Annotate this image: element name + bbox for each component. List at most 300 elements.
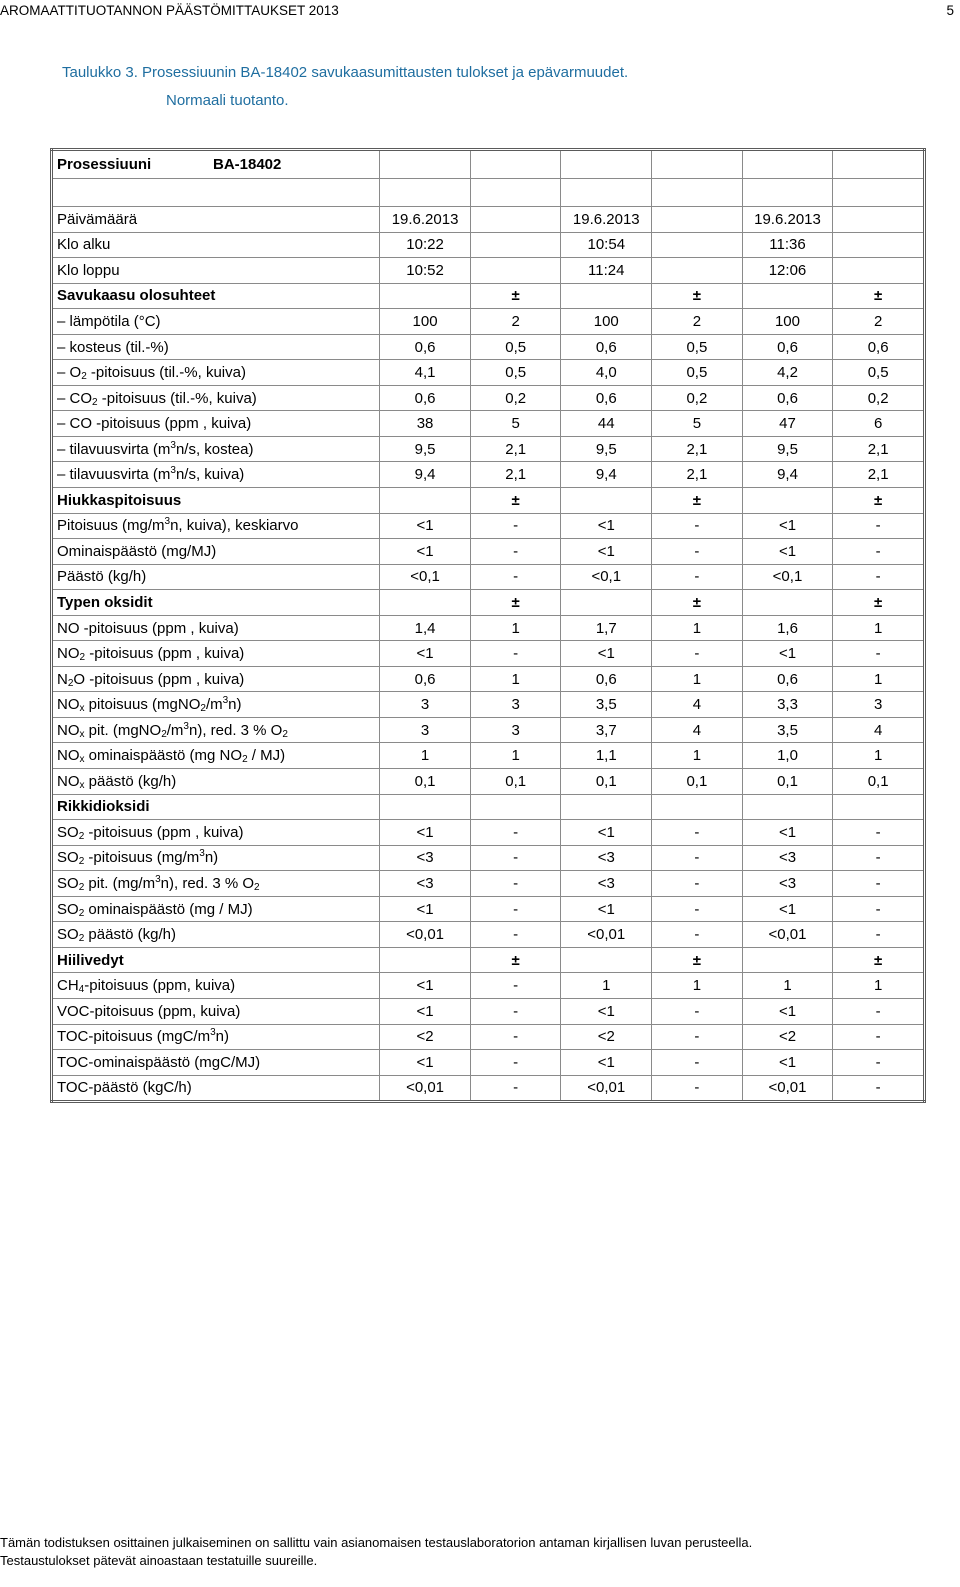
uncertainty-cell: - xyxy=(652,871,743,897)
uncertainty-cell: ± xyxy=(652,947,743,973)
value-cell: <0,01 xyxy=(742,1075,833,1102)
uncertainty-cell: 0,2 xyxy=(652,385,743,411)
value-cell: <1 xyxy=(380,641,471,667)
table-section-row xyxy=(52,488,925,514)
table-row xyxy=(52,896,925,922)
value-cell: 4,1 xyxy=(380,360,471,386)
value-cell: 0,6 xyxy=(380,334,471,360)
value-cell: <1 xyxy=(561,820,652,846)
uncertainty-cell: - xyxy=(833,922,925,948)
uncertainty-cell: - xyxy=(652,564,743,590)
value-cell: 1,6 xyxy=(742,615,833,641)
value-cell: 1,1 xyxy=(561,743,652,769)
value-cell: <1 xyxy=(380,973,471,999)
uncertainty-cell: ± xyxy=(833,590,925,616)
row-label: $CH_4$-pitoisuus (ppm, kuiva) xyxy=(52,973,380,999)
value-cell xyxy=(380,947,471,973)
row-label: $NO_x$ pit. $(mgNO_2/m^3n)$, red. 3 % $O_2$ xyxy=(52,717,380,743)
value-cell: 10:22 xyxy=(380,232,471,258)
value-cell: <1 xyxy=(380,820,471,846)
uncertainty-cell: - xyxy=(470,922,561,948)
row-label: – tilavuusvirta ($m^3n/s$, kostea) xyxy=(52,436,380,462)
uncertainty-cell: - xyxy=(833,896,925,922)
row-label: – lämpötila (°C) xyxy=(52,309,380,335)
uncertainty-cell: 1 xyxy=(470,666,561,692)
value-cell: <0,1 xyxy=(561,564,652,590)
uncertainty-cell: - xyxy=(470,998,561,1024)
row-label: $N_2O$ -pitoisuus (ppm , kuiva) xyxy=(52,666,380,692)
value-cell: 3 xyxy=(380,692,471,718)
uncertainty-cell: ± xyxy=(652,488,743,514)
row-label: Päästö (kg/h) xyxy=(52,564,380,590)
value-cell: <2 xyxy=(742,1024,833,1050)
value-cell xyxy=(742,794,833,820)
spacer-cell xyxy=(52,179,380,207)
value-cell xyxy=(742,947,833,973)
value-cell: <1 xyxy=(380,998,471,1024)
uncertainty-cell: 2,1 xyxy=(833,462,925,488)
table-row xyxy=(52,334,925,360)
uncertainty-cell: - xyxy=(470,845,561,871)
uncertainty-cell: - xyxy=(833,564,925,590)
uncertainty-cell: 0,5 xyxy=(652,334,743,360)
uncertainty-cell: ± xyxy=(833,283,925,309)
value-cell: <3 xyxy=(561,845,652,871)
row-label: – kosteus (til.-%) xyxy=(52,334,380,360)
uncertainty-cell xyxy=(833,232,925,258)
value-cell: 12:06 xyxy=(742,258,833,284)
row-label: $SO_2$ -pitoisuus $(mg/m^3n)$ xyxy=(52,845,380,871)
uncertainty-cell: 1 xyxy=(470,615,561,641)
row-label: TOC-pitoisuus $(mgC/m^3n)$ xyxy=(52,1024,380,1050)
uncertainty-cell: ± xyxy=(833,488,925,514)
spacer-cell xyxy=(742,179,833,207)
page-header-title: AROMAATTITUOTANNON PÄÄSTÖMITTAUKSET 2013 xyxy=(0,3,339,18)
row-label: Klo loppu xyxy=(52,258,380,284)
title-cell xyxy=(52,150,380,179)
uncertainty-cell: - xyxy=(470,641,561,667)
row-label: $NO_x$ ominaispäästö (mg $NO_2 / MJ$) xyxy=(52,743,380,769)
uncertainty-cell: 0,5 xyxy=(833,360,925,386)
uncertainty-cell: 4 xyxy=(652,717,743,743)
table-row xyxy=(52,973,925,999)
value-cell: 38 xyxy=(380,411,471,437)
table-row xyxy=(52,641,925,667)
uncertainty-cell: - xyxy=(470,539,561,565)
value-cell: <1 xyxy=(380,896,471,922)
uncertainty-cell xyxy=(652,794,743,820)
uncertainty-cell xyxy=(833,794,925,820)
table-row xyxy=(52,564,925,590)
table-row xyxy=(52,539,925,565)
value-cell: <3 xyxy=(561,871,652,897)
value-cell: <1 xyxy=(742,896,833,922)
row-label: – CO -pitoisuus (ppm , kuiva) xyxy=(52,411,380,437)
row-label: VOC-pitoisuus (ppm, kuiva) xyxy=(52,998,380,1024)
value-cell: <0,1 xyxy=(742,564,833,590)
uncertainty-cell: 1 xyxy=(652,973,743,999)
uncertainty-cell: ± xyxy=(470,488,561,514)
uncertainty-cell: - xyxy=(470,1050,561,1076)
uncertainty-cell: 1 xyxy=(833,973,925,999)
value-cell: <1 xyxy=(742,539,833,565)
table-row xyxy=(52,998,925,1024)
table-row xyxy=(52,769,925,795)
value-cell: 0,1 xyxy=(561,769,652,795)
value-cell xyxy=(561,947,652,973)
table-section-row xyxy=(52,590,925,616)
uncertainty-cell: 0,1 xyxy=(652,769,743,795)
uncertainty-cell: - xyxy=(833,820,925,846)
value-cell: 0,1 xyxy=(380,769,471,795)
uncertainty-cell: 0,5 xyxy=(470,334,561,360)
row-label: Päivämäärä xyxy=(52,207,380,233)
value-cell: 100 xyxy=(742,309,833,335)
row-label: $SO_2$ pit. $(mg/m^3n)$, red. 3 % $O_2$ xyxy=(52,871,380,897)
uncertainty-cell: 0,6 xyxy=(833,334,925,360)
title-label: Prosessiuuni xyxy=(57,156,152,173)
uncertainty-cell xyxy=(833,207,925,233)
uncertainty-cell: - xyxy=(652,998,743,1024)
value-cell: 0,6 xyxy=(561,334,652,360)
value-cell: 10:54 xyxy=(561,232,652,258)
uncertainty-cell: 1 xyxy=(652,743,743,769)
uncertainty-cell: - xyxy=(652,820,743,846)
uncertainty-cell: - xyxy=(833,539,925,565)
value-cell: <2 xyxy=(380,1024,471,1050)
row-label: $SO_2$ päästö (kg/h) xyxy=(52,922,380,948)
spacer-cell xyxy=(561,179,652,207)
value-cell xyxy=(380,283,471,309)
uncertainty-cell: - xyxy=(833,513,925,539)
value-cell xyxy=(380,590,471,616)
uncertainty-cell: - xyxy=(470,896,561,922)
value-cell: 1 xyxy=(742,973,833,999)
value-cell: <2 xyxy=(561,1024,652,1050)
value-cell: 4,2 xyxy=(742,360,833,386)
uncertainty-cell: 2 xyxy=(470,309,561,335)
table-row xyxy=(52,232,925,258)
value-cell: <1 xyxy=(742,513,833,539)
uncertainty-cell: - xyxy=(652,513,743,539)
uncertainty-cell: ± xyxy=(833,947,925,973)
value-cell: 1 xyxy=(561,973,652,999)
uncertainty-cell xyxy=(470,207,561,233)
uncertainty-cell xyxy=(833,258,925,284)
spacer-cell xyxy=(380,179,471,207)
table-row xyxy=(52,411,925,437)
value-cell: 1 xyxy=(380,743,471,769)
uncertainty-cell: - xyxy=(652,641,743,667)
value-cell: 1,0 xyxy=(742,743,833,769)
uncertainty-cell xyxy=(470,232,561,258)
table-row xyxy=(52,309,925,335)
value-cell: 11:36 xyxy=(742,232,833,258)
uncertainty-cell: - xyxy=(833,998,925,1024)
uncertainty-cell: - xyxy=(470,1024,561,1050)
value-cell: <1 xyxy=(742,820,833,846)
uncertainty-cell: - xyxy=(833,641,925,667)
uncertainty-cell: - xyxy=(652,1050,743,1076)
section-heading: Savukaasu olosuhteet xyxy=(52,283,380,309)
spacer-cell xyxy=(652,179,743,207)
uncertainty-cell: ± xyxy=(470,590,561,616)
value-cell: <3 xyxy=(742,845,833,871)
value-cell: 0,6 xyxy=(380,666,471,692)
table-row xyxy=(52,743,925,769)
section-heading: Typen oksidit xyxy=(52,590,380,616)
row-label: Pitoisuus ($mg/m^3n$, kuiva), keskiarvo xyxy=(52,513,380,539)
uncertainty-cell: - xyxy=(470,513,561,539)
value-cell: 3,5 xyxy=(561,692,652,718)
spacer-cell xyxy=(833,179,925,207)
uncertainty-cell: - xyxy=(652,845,743,871)
uncertainty-cell: 4 xyxy=(833,717,925,743)
uncertainty-cell: 5 xyxy=(652,411,743,437)
value-cell: <1 xyxy=(380,513,471,539)
uncertainty-cell: 0,2 xyxy=(833,385,925,411)
value-cell: 0,6 xyxy=(742,334,833,360)
table-caption-subtitle: Normaali tuotanto. xyxy=(166,92,289,109)
row-label: – $O_2$ -pitoisuus (til.-%, kuiva) xyxy=(52,360,380,386)
table-row xyxy=(52,615,925,641)
value-cell: <1 xyxy=(561,1050,652,1076)
section-heading: Rikkidioksidi xyxy=(52,794,380,820)
uncertainty-cell: 2 xyxy=(652,309,743,335)
footer-notice: Tämän todistuksen osittainen julkaiseminen on sallittu vain asianomaisen testauslaboratorion antaman kirjallisen luvan perusteella. xyxy=(0,1535,753,1550)
page-number: 5 xyxy=(946,3,954,18)
value-cell: <0,1 xyxy=(380,564,471,590)
spacer-row xyxy=(52,179,925,207)
table-row xyxy=(52,717,925,743)
spacer-cell xyxy=(470,179,561,207)
uncertainty-cell: 3 xyxy=(470,692,561,718)
uncertainty-cell: - xyxy=(652,896,743,922)
value-cell: 0,1 xyxy=(742,769,833,795)
uncertainty-cell: 0,1 xyxy=(470,769,561,795)
value-cell: 1,4 xyxy=(380,615,471,641)
value-cell: <3 xyxy=(742,871,833,897)
row-label: – $CO_2$ -pitoisuus (til.-%, kuiva) xyxy=(52,385,380,411)
table-row xyxy=(52,922,925,948)
table-row xyxy=(52,1024,925,1050)
row-label: $NO_x$ päästö (kg/h) xyxy=(52,769,380,795)
section-heading: Hiilivedyt xyxy=(52,947,380,973)
uncertainty-cell: 5 xyxy=(470,411,561,437)
uncertainty-cell: - xyxy=(470,1075,561,1102)
value-cell xyxy=(380,794,471,820)
value-cell xyxy=(742,488,833,514)
value-cell xyxy=(561,488,652,514)
value-cell: <1 xyxy=(561,513,652,539)
value-cell xyxy=(742,283,833,309)
title-value: BA-18402 xyxy=(213,156,282,173)
value-cell: <3 xyxy=(380,845,471,871)
value-cell: 0,6 xyxy=(561,666,652,692)
uncertainty-cell: 0,1 xyxy=(833,769,925,795)
uncertainty-cell: 3 xyxy=(833,692,925,718)
uncertainty-cell xyxy=(652,232,743,258)
title-empty-cell xyxy=(470,150,561,179)
value-cell: 19.6.2013 xyxy=(380,207,471,233)
value-cell: 100 xyxy=(561,309,652,335)
value-cell: 3,5 xyxy=(742,717,833,743)
title-empty-cell xyxy=(380,150,471,179)
uncertainty-cell: 1 xyxy=(652,615,743,641)
results-table xyxy=(50,148,926,1103)
value-cell: 3,3 xyxy=(742,692,833,718)
uncertainty-cell: - xyxy=(833,1050,925,1076)
title-empty-cell xyxy=(652,150,743,179)
table-row xyxy=(52,692,925,718)
value-cell: <0,01 xyxy=(380,1075,471,1102)
table-row xyxy=(52,871,925,897)
uncertainty-cell: 2 xyxy=(833,309,925,335)
uncertainty-cell: ± xyxy=(652,283,743,309)
table-title-row xyxy=(52,150,925,179)
value-cell: 9,4 xyxy=(380,462,471,488)
value-cell: 4,0 xyxy=(561,360,652,386)
uncertainty-cell: 2,1 xyxy=(470,462,561,488)
row-label: $SO_2$ -pitoisuus (ppm , kuiva) xyxy=(52,820,380,846)
uncertainty-cell: - xyxy=(470,564,561,590)
uncertainty-cell: 4 xyxy=(652,692,743,718)
uncertainty-cell: 6 xyxy=(833,411,925,437)
uncertainty-cell: 0,5 xyxy=(652,360,743,386)
row-label: TOC-päästö (kgC/h) xyxy=(52,1075,380,1102)
title-empty-cell xyxy=(742,150,833,179)
uncertainty-cell: 2,1 xyxy=(833,436,925,462)
value-cell: <1 xyxy=(561,539,652,565)
uncertainty-cell: 1 xyxy=(833,743,925,769)
uncertainty-cell: 0,5 xyxy=(470,360,561,386)
value-cell: <1 xyxy=(380,539,471,565)
table-row xyxy=(52,666,925,692)
row-label: $SO_2$ ominaispäästö (mg / MJ) xyxy=(52,896,380,922)
uncertainty-cell: - xyxy=(833,1075,925,1102)
uncertainty-cell xyxy=(470,794,561,820)
table-row xyxy=(52,845,925,871)
value-cell: 44 xyxy=(561,411,652,437)
value-cell: <1 xyxy=(742,998,833,1024)
value-cell: 0,6 xyxy=(561,385,652,411)
value-cell: 0,6 xyxy=(380,385,471,411)
uncertainty-cell: 1 xyxy=(470,743,561,769)
uncertainty-cell: - xyxy=(470,820,561,846)
value-cell: <1 xyxy=(561,641,652,667)
value-cell: 11:24 xyxy=(561,258,652,284)
value-cell: <1 xyxy=(380,1050,471,1076)
value-cell: 100 xyxy=(380,309,471,335)
value-cell xyxy=(561,794,652,820)
value-cell: 9,5 xyxy=(561,436,652,462)
uncertainty-cell: - xyxy=(652,1024,743,1050)
value-cell: 0,6 xyxy=(742,385,833,411)
value-cell: <0,01 xyxy=(561,1075,652,1102)
uncertainty-cell: 2,1 xyxy=(652,462,743,488)
row-label: – tilavuusvirta ($m^3n/s$, kuiva) xyxy=(52,462,380,488)
uncertainty-cell: 3 xyxy=(470,717,561,743)
uncertainty-cell: - xyxy=(833,1024,925,1050)
uncertainty-cell: ± xyxy=(470,947,561,973)
uncertainty-cell: 1 xyxy=(652,666,743,692)
table-section-row xyxy=(52,794,925,820)
value-cell: <0,01 xyxy=(742,922,833,948)
row-label: $NO_2$ -pitoisuus (ppm , kuiva) xyxy=(52,641,380,667)
uncertainty-cell: 2,1 xyxy=(652,436,743,462)
value-cell: 9,5 xyxy=(380,436,471,462)
uncertainty-cell: - xyxy=(652,1075,743,1102)
value-cell: 19.6.2013 xyxy=(561,207,652,233)
footer-validity: Testaustulokset pätevät ainoastaan testatuille suureille. xyxy=(0,1553,318,1568)
uncertainty-cell xyxy=(652,258,743,284)
table-caption: Taulukko 3. Prosessiuunin BA-18402 savukaasumittausten tulokset ja epävarmuudet. xyxy=(62,64,629,81)
table-row xyxy=(52,360,925,386)
value-cell xyxy=(561,283,652,309)
value-cell: 47 xyxy=(742,411,833,437)
value-cell: <1 xyxy=(742,1050,833,1076)
value-cell: <1 xyxy=(561,896,652,922)
uncertainty-cell: 1 xyxy=(833,666,925,692)
value-cell: <3 xyxy=(380,871,471,897)
table-row xyxy=(52,1050,925,1076)
uncertainty-cell: 0,2 xyxy=(470,385,561,411)
value-cell: <1 xyxy=(561,998,652,1024)
table-row xyxy=(52,820,925,846)
uncertainty-cell xyxy=(652,207,743,233)
uncertainty-cell xyxy=(470,258,561,284)
uncertainty-cell: - xyxy=(652,539,743,565)
uncertainty-cell: 2,1 xyxy=(470,436,561,462)
uncertainty-cell: - xyxy=(652,922,743,948)
uncertainty-cell: ± xyxy=(652,590,743,616)
table-row xyxy=(52,1075,925,1102)
table-row xyxy=(52,462,925,488)
row-label: NO -pitoisuus (ppm , kuiva) xyxy=(52,615,380,641)
value-cell xyxy=(561,590,652,616)
uncertainty-cell: - xyxy=(470,973,561,999)
value-cell: 3 xyxy=(380,717,471,743)
table-row xyxy=(52,436,925,462)
table-row xyxy=(52,385,925,411)
section-heading: Hiukkaspitoisuus xyxy=(52,488,380,514)
value-cell xyxy=(742,590,833,616)
value-cell: <1 xyxy=(742,641,833,667)
table-row xyxy=(52,258,925,284)
row-label: $NO_x$ pitoisuus $(mgNO_2/m^3n)$ xyxy=(52,692,380,718)
uncertainty-cell: - xyxy=(470,871,561,897)
row-label: Ominaispäästö (mg/MJ) xyxy=(52,539,380,565)
row-label: Klo alku xyxy=(52,232,380,258)
value-cell xyxy=(380,488,471,514)
value-cell: <0,01 xyxy=(561,922,652,948)
table-row xyxy=(52,513,925,539)
row-label: TOC-ominaispäästö (mgC/MJ) xyxy=(52,1050,380,1076)
table-section-row xyxy=(52,283,925,309)
value-cell: <0,01 xyxy=(380,922,471,948)
value-cell: 0,6 xyxy=(742,666,833,692)
value-cell: 3,7 xyxy=(561,717,652,743)
uncertainty-cell: - xyxy=(833,845,925,871)
value-cell: 9,4 xyxy=(742,462,833,488)
title-empty-cell xyxy=(833,150,925,179)
uncertainty-cell: 1 xyxy=(833,615,925,641)
value-cell: 9,5 xyxy=(742,436,833,462)
value-cell: 10:52 xyxy=(380,258,471,284)
value-cell: 1,7 xyxy=(561,615,652,641)
value-cell: 9,4 xyxy=(561,462,652,488)
uncertainty-cell: ± xyxy=(470,283,561,309)
